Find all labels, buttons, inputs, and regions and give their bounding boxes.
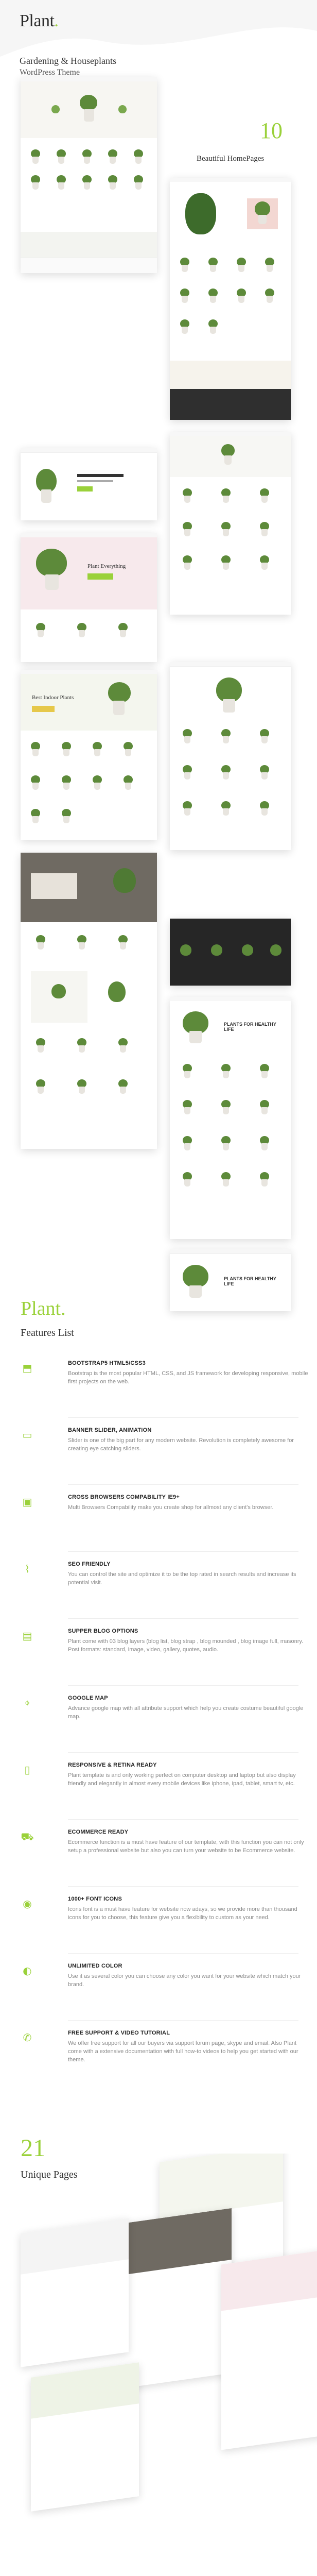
demo6-banner-title: Best Indoor Plants — [32, 694, 74, 701]
slider-icon: ▭ — [22, 1429, 32, 1441]
feature-title: 1000+ FONT ICONS — [68, 1896, 122, 1902]
browser-icon: ▣ — [22, 1496, 32, 1508]
hero-tagline: Gardening & Houseplants — [20, 56, 116, 66]
feature-desc: Advance google map with all attribute support which help you create costume beautiful google map. — [68, 1705, 304, 1720]
cart-icon: ⛟ — [21, 1831, 34, 1843]
feature-item — [21, 1829, 304, 1880]
demo-preview-7[interactable] — [170, 662, 291, 850]
feature-desc: We offer free support for all our buyers via support forum page, skype and email. Also Plant come with a extensive documentation with full how-to videos to help you get started with our theme. — [68, 2040, 298, 2063]
map-icon: ⌖ — [24, 1697, 30, 1709]
brand-logo: Plant. — [20, 11, 59, 30]
hero-subtitle: WordPress Theme — [20, 68, 80, 77]
demo-preview-6[interactable] — [21, 670, 157, 840]
demo-preview-11[interactable] — [170, 1249, 291, 1311]
feature-item — [21, 1695, 304, 1747]
feature-item — [21, 1360, 308, 1412]
feature-desc: You can control the site and optimize it to be the top rated in search results and increase its potential visit. — [68, 1571, 296, 1586]
blog-icon: ▤ — [22, 1630, 32, 1642]
feature-title: UNLIMITED COLOR — [68, 1963, 122, 1969]
feature-title: SEO FRIENDLY — [68, 1561, 111, 1567]
unique-pages-collage — [129, 2154, 317, 2483]
feature-desc: Multi Browsers Compability make you create shop for allmost any client's browser. — [68, 1504, 274, 1511]
feature-item — [21, 1963, 301, 2014]
feature-title: RESPONSIVE & RETINA READY — [68, 1762, 157, 1768]
unique-pages-label: Unique Pages — [21, 2169, 78, 2180]
feature-item — [21, 1494, 298, 1546]
feature-title: GOOGLE MAP — [68, 1695, 108, 1701]
feature-item — [21, 1628, 304, 1680]
feature-item — [21, 1762, 298, 1814]
feature-desc: Bootstrap is the most popular HTML, CSS, and JS framework for developing responsive, mobile first projects on the web. — [68, 1370, 308, 1385]
palette-icon: ◐ — [23, 1964, 32, 1977]
demo-preview-8[interactable] — [21, 853, 157, 1149]
demo10-banner-title: PLANTS FOR HEALTHY LIFE — [224, 1022, 276, 1032]
support-icon: ✆ — [23, 2031, 32, 2044]
feature-desc: Use it as several color you can choose any color you want for your website which match your brand. — [68, 1973, 301, 1988]
demo-preview-5[interactable] — [21, 533, 157, 662]
demo-preview-2[interactable] — [170, 178, 291, 420]
feature-desc: Plant template is and only working perfect on computer desktop and laptop but also display friendly and elegantly in almost every mobile devices like iphone, ipad, tablet, smart tv, etc. — [68, 1772, 296, 1787]
unique-pages-collage-left — [21, 2226, 139, 2514]
feature-title: FREE SUPPORT & VIDEO TUTORIAL — [68, 2030, 170, 2036]
demo-preview-3[interactable] — [170, 432, 291, 615]
feature-item — [21, 1427, 298, 1479]
feature-desc: Icons font is a must have feature for website now adays, so we provide more than thousand icons for you to choose, this feature give you a flexibility to custom as your need. — [68, 1906, 297, 1921]
responsive-icon: ▯ — [24, 1764, 30, 1776]
demo-preview-1[interactable] — [21, 77, 157, 273]
feature-title: BOOTSTRAP5 HTML5/CSS3 — [68, 1360, 146, 1366]
demo-preview-10[interactable] — [170, 997, 291, 1239]
feature-title: CROSS BROWSERS COMPABILITY IE9+ — [68, 1494, 180, 1500]
feature-desc: Slider is one of the big part for any modern website. Revolution is completely awesome for creating eye catching sliders. — [68, 1437, 294, 1452]
feature-desc: Plant come with 03 blog layers (blog list, blog strap , blog mounded , blog image full, masonry. Post formats: standard, image, video, gallery, quotes, audio. — [68, 1638, 304, 1653]
feature-desc: Ecommerce function is a must have feature of our template, with this function you can not only setup a professional website but also you can turn your website to be Ecommerce website. — [68, 1839, 304, 1854]
features-title: Features List — [21, 1327, 74, 1338]
seo-icon: ⌇ — [25, 1563, 30, 1575]
demo11-banner-title: PLANTS FOR HEALTHY LIFE — [224, 1276, 276, 1286]
fonticons-icon: ◉ — [23, 1897, 32, 1910]
feature-title: ECOMMERCE READY — [68, 1829, 129, 1835]
feature-item — [21, 2030, 298, 2081]
feature-item — [21, 1561, 298, 1613]
homepages-label: Beautiful HomePages — [197, 155, 265, 163]
feature-title: SUPPER BLOG OPTIONS — [68, 1628, 138, 1634]
features-logo: Plant. — [21, 1298, 66, 1319]
feature-item — [21, 1896, 298, 1947]
demo-preview-4[interactable] — [21, 448, 157, 520]
feature-title: BANNER SLIDER, ANIMATION — [68, 1427, 152, 1433]
demo-preview-9[interactable] — [170, 919, 291, 986]
homepages-count: 10 — [260, 118, 283, 143]
demo5-banner-title: Plant Everything — [87, 563, 126, 569]
unique-pages-count: 21 — [21, 2134, 45, 2162]
html5-icon: ⬒ — [22, 1362, 32, 1374]
